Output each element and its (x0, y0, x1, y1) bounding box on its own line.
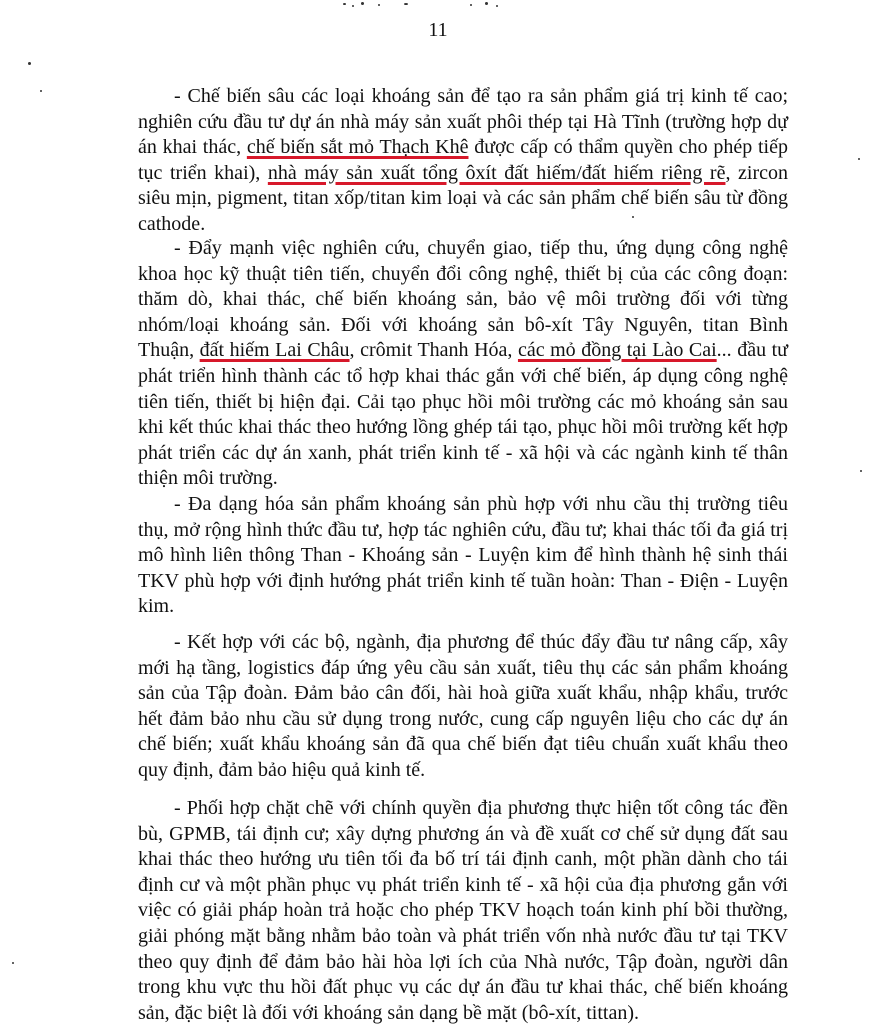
scan-speck (40, 90, 42, 92)
highlighted-phrase: các mỏ đồng tại Lào Cai (517, 339, 717, 362)
paragraph-2 (138, 236, 788, 492)
paragraph-3 (138, 492, 788, 620)
paragraph-text: - Phối hợp chặt chẽ với chính quyền địa phương thực hiện tốt công tác đền bù, GPMB, tái định cư; xây dựng phương án và đề xuất cơ chế sử dụng đất sau khai thác theo hướng ưu tiên tối đa bố trí tái định canh, một phần dành cho tái định cư và một phần phục vụ phát triển kinh tế - xã hội của địa phương gắn với việc có giải pháp hoàn trả hoặc cho phép TKV hoạch toán kinh phí bồi thường, giải phóng mặt bằng nhằm bảo toàn và phát triển vốn nhà nước đầu tư tại TKV theo quy định để đảm bảo hài hòa lợi ích của Nhà nước, Tập đoàn, người dân trong khu vực thu hồi đất phục vụ các dự án đầu tư khai thác, chế biến khoáng sản, đặc biệt là đối với khoáng sản dạng bề mặt (bô-xít, tittan). (138, 797, 788, 1024)
paragraph-text: - Chế biến sâu các loại khoáng sản để tạo ra sản phẩm giá trị kinh tế cao; nghiên cứu đầu tư dự án nhà máy sản xuất phôi thép tại Hà Tĩnh (trường hợp dự án khai thác, (138, 85, 788, 159)
scan-speck (404, 3, 408, 5)
scan-speck (496, 5, 498, 7)
scan-speck (485, 2, 488, 5)
paragraph-text: - Đẩy mạnh việc nghiên cứu, chuyển giao, tiếp thu, ứng dụng công nghệ khoa học kỹ thuật tiên tiến, chuyển đổi công nghệ, thiết bị của các công đoạn: thăm dò, khai thác, chế biến khoáng sản, bảo vệ môi trường đối với từng nhóm/loại khoáng sản. Đối với khoáng sản bô-xít Tây Nguyên, titan Bình Thuận, (138, 237, 788, 362)
scan-speck (860, 470, 862, 472)
scan-speck (12, 962, 14, 964)
highlighted-phrase: chế biến sắt mỏ Thạch Khê (246, 136, 469, 159)
scan-speck (378, 4, 380, 6)
paragraph-text: , zircon siêu mịn, pigment, titan xốp/titan kim loại và các sản phẩm chế biến sâu từ đồng cathode. (138, 161, 788, 235)
paragraph-text: - Kết hợp với các bộ, ngành, địa phương để thúc đẩy đầu tư nâng cấp, xây mới hạ tầng, logistics đáp ứng yêu cầu sản xuất, tiêu thụ các sản phẩm khoáng sản của Tập đoàn. Đảm bảo cân đối, hài hoà giữa xuất khẩu, nhập khẩu, trước hết đảm bảo nhu cầu sử dụng trong nước, cung cấp nguyên liệu cho các dự án chế biến; xuất khẩu khoáng sản đã qua chế biến đạt tiêu chuẩn xuất khẩu theo quy định, đảm bảo hiệu quả kinh tế. (138, 631, 788, 781)
paragraph-text: , crômit Thanh Hóa, (349, 339, 518, 362)
page-number: 11 (428, 19, 448, 41)
paragraph-1 (138, 84, 788, 238)
scan-speck (343, 3, 346, 5)
scan-speck (858, 158, 860, 160)
paragraph-5 (138, 796, 788, 1026)
highlighted-phrase: nhà máy sản xuất tổng ôxít đất hiếm/đất hiếm riêng rẽ (267, 161, 726, 184)
paragraph-4 (138, 630, 788, 784)
paragraph-text: - Đa dạng hóa sản phẩm khoáng sản phù hợp với nhu cầu thị trường tiêu thụ, mở rộng hình thức đầu tư, hợp tác nghiên cứu, đầu tư; khai thác tối đa giá trị mô hình liên thông Than - Khoáng sản - Luyện kim để hình thành hệ sinh thái TKV phù hợp với định hướng phát triển kinh tế tuần hoàn: Than - Điện - Luyện kim. (138, 493, 788, 618)
scan-speck (352, 5, 354, 7)
paragraph-text: ... đầu tư phát triển hình thành các tổ hợp khai thác gắn với chế biến, áp dụng công nghệ tiên tiến, thiết bị hiện đại. Cải tạo phục hồi môi trường các mỏ khoáng sản sau khi kết thúc khai thác theo hướng lồng ghép tái tạo, phục hồi môi trường kết hợp phát triển các dự án xanh, phát triển kinh tế - xã hội và các ngành kinh tế thân thiện môi trường. (138, 339, 789, 490)
highlighted-phrase: đất hiếm Lai Châu (199, 339, 350, 362)
scan-speck (470, 4, 472, 6)
paragraph-text: được cấp có thẩm quyền cho phép tiếp tục triển khai), (138, 136, 788, 184)
scan-speck (28, 62, 31, 65)
scan-speck (361, 2, 364, 5)
